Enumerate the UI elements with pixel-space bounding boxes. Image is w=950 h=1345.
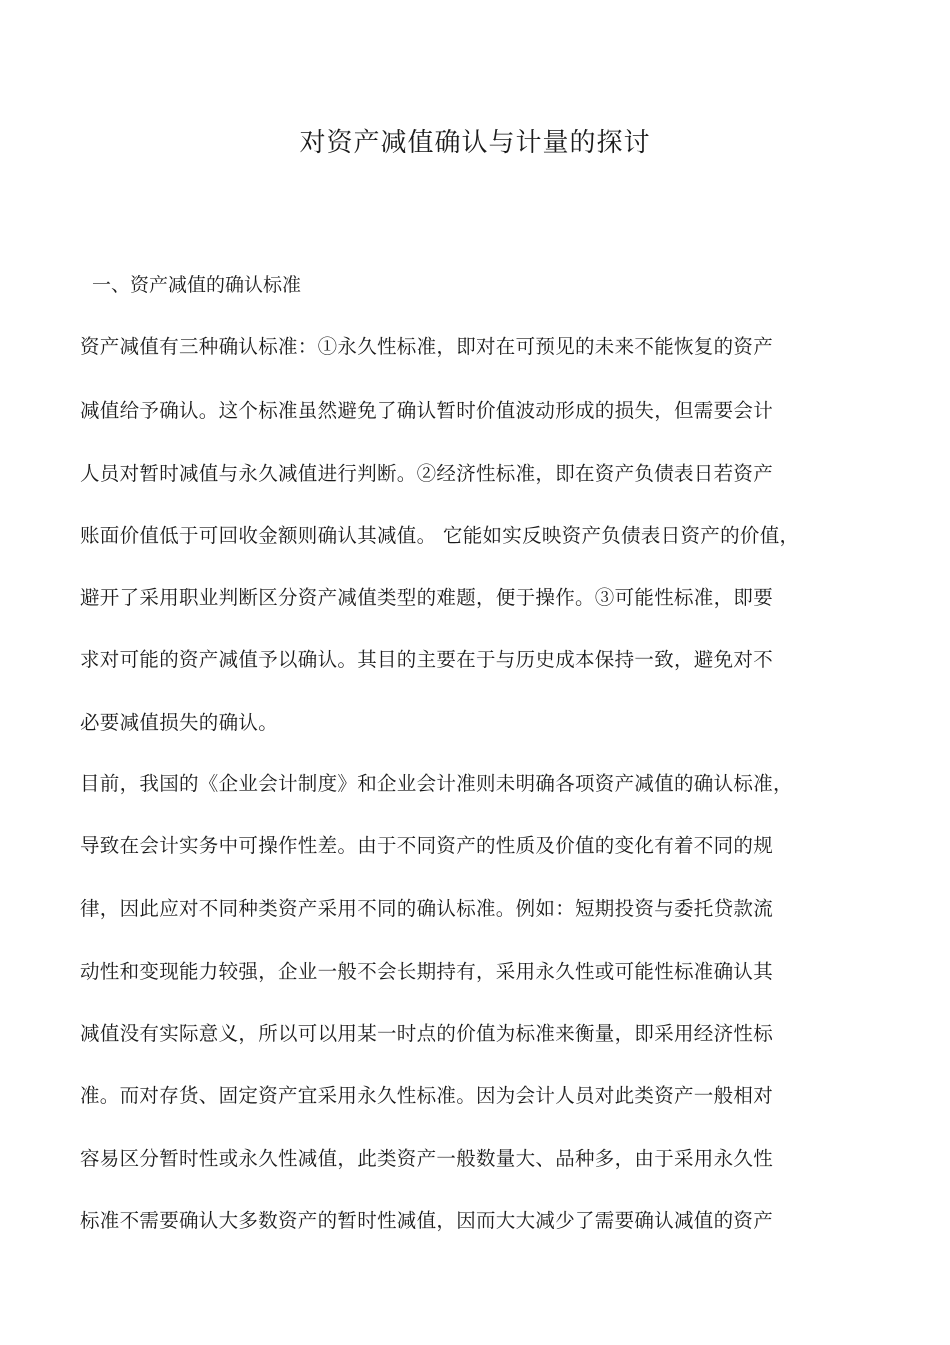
paragraph-line: 减值给予确认。这个标准虽然避免了确认暂时价值波动形成的损失，但需要会计: [80, 399, 774, 422]
paragraph-line: 必要减值损失的确认。: [80, 711, 279, 734]
paragraph-line: 目前，我国的《企业会计制度》和企业会计准则未明确各项资产减值的确认标准，: [80, 772, 793, 795]
paragraph-line: 账面价值低于可回收金额则确认其减值。 它能如实反映资产负债表日资产的价值，: [80, 524, 800, 547]
paragraph-line: 准。而对存货、固定资产宜采用永久性标准。因为会计人员对此类资产一般相对: [80, 1084, 774, 1107]
paragraph-line: 动性和变现能力较强，企业一般不会长期持有，采用永久性或可能性标准确认其: [80, 960, 774, 983]
paragraph-line: 求对可能的资产减值予以确认。其目的主要在于与历史成本保持一致，避免对不: [80, 648, 774, 671]
paragraph-line: 容易区分暂时性或永久性减值，此类资产一般数量大、品种多，由于采用永久性: [80, 1147, 774, 1170]
paragraph-line: 导致在会计实务中可操作性差。由于不同资产的性质及价值的变化有着不同的规: [80, 834, 774, 857]
document-title: 对资产减值确认与计量的探讨: [299, 128, 651, 158]
paragraph-line: 资产减值有三种确认标准：①永久性标准，即对在可预见的未来不能恢复的资产: [80, 335, 774, 358]
paragraph-line: 标准不需要确认大多数资产的暂时性减值，因而大大减少了需要确认减值的资产: [80, 1209, 774, 1232]
paragraph-line: 减值没有实际意义，所以可以用某一时点的价值为标准来衡量，即采用经济性标: [80, 1022, 774, 1045]
paragraph-line: 避开了采用职业判断区分资产减值类型的难题，便于操作。③可能性标准，即要: [80, 586, 774, 609]
paragraph-line: 人员对暂时减值与永久减值进行判断。②经济性标准，即在资产负债表日若资产: [80, 462, 774, 485]
section-heading: 一、资产减值的确认标准: [92, 274, 302, 296]
paragraph-line: 律，因此应对不同种类资产采用不同的确认标准。例如：短期投资与委托贷款流: [80, 897, 774, 920]
